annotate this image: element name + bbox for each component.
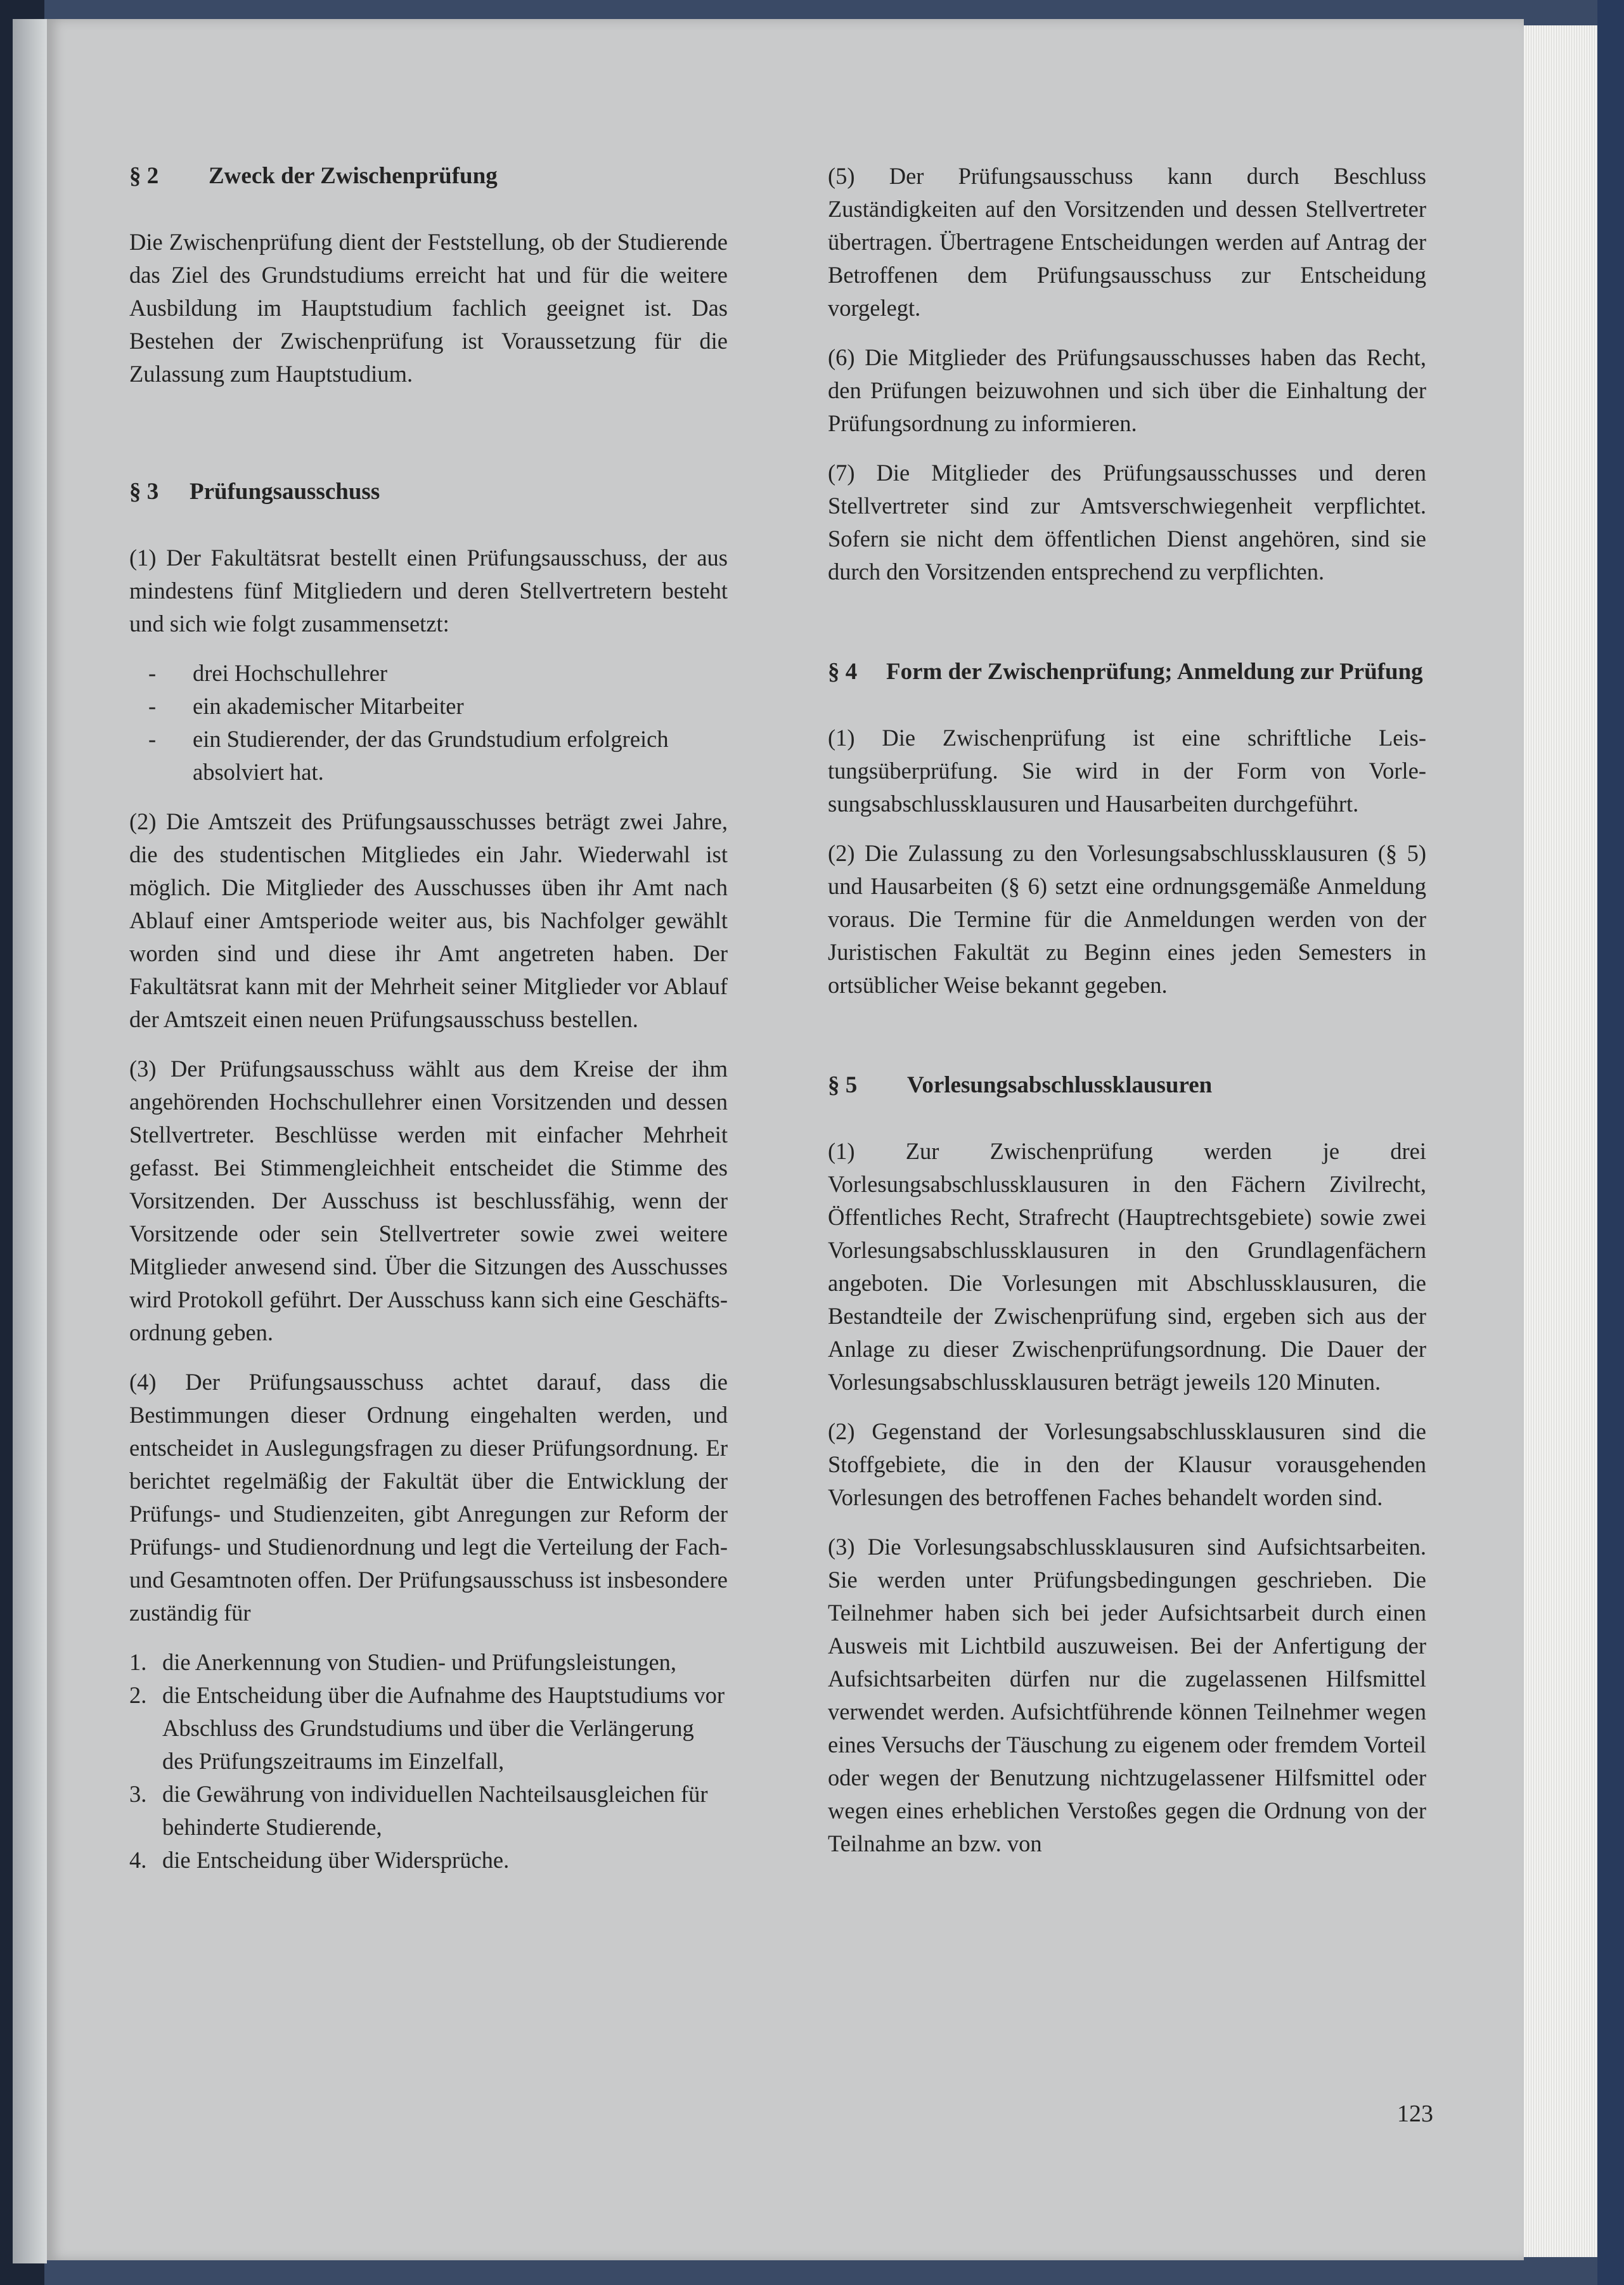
section-3-paragraph-7: (7) Die Mitglieder des Prüfungsausschusses und deren Stellvertreter sind zur Amtsverschwiegenheit verpflichtet. Sofern sie nicht dem öffentlichen Dienst angehören, sind sie durch den Vorsitzenden entsprechend zu verpflichten. [828, 460, 1426, 585]
right-column [828, 160, 1426, 1877]
list-item: 2. die Entscheidung über die Aufnahme des Hauptstudiums vor Abschluss des Grundstudiums und über die Verlängerung des Prüfungszeitraums im Einzelfall, [129, 1682, 725, 1774]
facing-page-edge [13, 19, 47, 2263]
section-4-paragraph-1: (1) Die Zwischenprüfung ist eine schriftliche Leistungsüberprüfung. Sie wird in der Form von Vorlesungsabschlussklausuren und Hausarbeiten durchgeführt. [828, 725, 1426, 817]
section-title: Prüfungsausschuss [190, 479, 380, 505]
section-heading-5 [828, 1069, 1426, 1102]
book-cover-edge [1597, 0, 1624, 2285]
section-number: § 3 [129, 479, 159, 505]
section-5-paragraph-3: (3) Die Vorlesungsabschlussklausuren sind Aufsichtsarbeiten. Sie werden unter Prüfungsbedingungen geschrieben. Die Teilnehmer haben sich bei jeder Aufsichtsarbeit durch einen Ausweis mit Lichtbild auszuweisen. Bei der Anfertigung der Aufsichtsarbeiten dürfen nur die zugelassenen Hilfsmittel verwendet werden. Aufsichtführende können Teilnehmer wegen eines Versuchs der Täuschung zu eigenem oder fremdem Vorteil oder wegen der Benutzung nichtzugelassener Hilfsmittel oder wegen eines erheblichen Verstoßes gegen die Ordnung von der Teilnahme an bzw. von [828, 1534, 1426, 1856]
section-3-paragraph-5: (5) Der Prüfungsausschuss kann durch Beschluss Zuständigkeiten auf den Vorsitzenden und dessen Stellvertreter übertragen. Übertragene Entscheidungen werden auf Antrag der Betroffenen dem Prüfungsausschuss zur Entscheidung vorgelegt. [828, 163, 1426, 321]
committee-members-list [129, 657, 728, 789]
section-number: § 2 [129, 163, 159, 189]
section-3-paragraph-6: (6) Die Mitglieder des Prüfungsausschusses haben das Recht, den Prüfungen beizuwohnen und sich über die Einhaltung der Prüfungsordnung zu informieren. [828, 344, 1426, 436]
section-3-paragraph-1: (1) Der Fakultätsrat bestellt einen Prüfungsausschuss, der aus mindestens fünf Mitgliedern und deren Stellvertretern besteht und sich wie folgt zusammensetzt: [129, 545, 728, 637]
section-heading-3 [129, 476, 728, 508]
page-number: 123 [1397, 2101, 1433, 2127]
section-title: Zweck der Zwischenprüfung [209, 163, 498, 189]
left-column [129, 160, 728, 1893]
section-3-paragraph-4: (4) Der Prüfungsausschuss achtet darauf, dass die Bestimmungen dieser Ordnung eingehalten werden, und entscheidet in Auslegungsfragen zu dieser Prüfungsordnung. Er berichtet regelmäßig der Fakultät über die Entwicklung der Prüfungs- und Studienzeiten, gibt Anregungen zur Reform der Prüfungs- und Studienordnung und legt die Verteilung der Fach- und Gesamtnoten offen. Der Prüfungsausschuss ist insbesondere zuständig für [129, 1369, 728, 1626]
list-item: 4. die Entscheidung über Widersprüche. [129, 1847, 510, 1873]
section-3-paragraph-2: (2) Die Amtszeit des Prüfungsausschusses beträgt zwei Jahre, die des studentischen Mitgliedes ein Jahr. Wiederwahl ist möglich. Die Mitglieder des Ausschusses üben ihr Amt nach Ablauf einer Amtsperiode weiter aus, bis Nachfolger gewählt worden sind und diese ihr Amt angetreten haben. Der Fakultätsrat kann mit der Mehrheit seiner Mitglieder vor Ablauf der Amtszeit einen neuen Prüfungsausschuss bestellen. [129, 808, 728, 1032]
book-page-edges [1521, 25, 1597, 2257]
list-item: - ein Studierender, der das Grundstudium erfolgreich absolviert hat. [148, 726, 669, 785]
document-page [47, 19, 1524, 2260]
section-number: § 5 [828, 1072, 858, 1098]
section-number: § 4 [828, 659, 858, 685]
committee-duties-list [129, 1646, 728, 1877]
list-item: 3. die Gewährung von individuellen Nachteilsausgleichen für behinderte Studierende, [129, 1781, 708, 1840]
list-item: - ein akademischer Mitarbeiter [148, 693, 464, 719]
section-5-paragraph-1: (1) Zur Zwischenprüfung werden je drei Vorlesungsabschlussklausuren in den Fächern Zivilrecht, Öffentliches Recht, Strafrecht (Hauptrechtsgebiete) sowie zwei Vorlesungsabschlussklausuren in den Grundlagenfächern angeboten. Die Vorlesungen mit Abschlussklausuren, die Bestandteile der Zwischenprüfung sind, ergeben sich aus der Anlage zu dieser Zwischenprüfungsordnung. Die Dauer der Vorlesungsabschlussklausuren beträgt jeweils 120 Minuten. [828, 1138, 1426, 1395]
section-title: Vorlesungsabschlussklausuren [907, 1072, 1213, 1098]
section-3-paragraph-3: (3) Der Prüfungsausschuss wählt aus dem Kreise der ihm angehörenden Hochschullehrer einen Vorsitzenden und dessen Stellvertreter. Beschlüsse werden mit einfacher Mehrheit gefasst. Bei Stimmengleichheit entscheidet die Stimme des Vorsitzenden. Der Ausschuss ist beschlussfähig, wenn der Vorsitzende oder sein Stellvertreter sowie zwei weitere Mitglieder anwesend sind. Über die Sitzungen des Ausschusses wird Protokoll geführt. Der Ausschuss kann sich eine Geschäftsordnung geben. [129, 1056, 728, 1345]
list-item: - drei Hochschullehrer [148, 660, 388, 686]
section-heading-4 [828, 656, 1426, 689]
list-item: 1. die Anerkennung von Studien- und Prüfungsleistungen, [129, 1649, 677, 1675]
section-heading-2 [129, 160, 728, 193]
section-2-paragraph: Die Zwischenprüfung dient der Feststellung, ob der Studierende das Ziel des Grundstudiums erreicht hat und für die weitere Ausbildung im Hauptstudium fachlich geeignet ist. Das Bestehen der Zwischenprüfung ist Voraussetzung für die Zulassung zum Hauptstudium. [129, 229, 728, 387]
section-4-paragraph-2: (2) Die Zulassung zu den Vorlesungsabschlussklausuren (§ 5) und Hausarbeiten (§ 6) setzt eine ordnungsgemäße Anmeldung voraus. Die Termine für die Anmeldungen werden von der Juristischen Fakultät zu Beginn eines jeden Semesters in ortsüblicher Weise bekannt gegeben. [828, 840, 1426, 998]
section-5-paragraph-2: (2) Gegenstand der Vorlesungsabschlussklausuren sind die Stoffgebiete, die in den der Klausur vorausgehenden Vorlesungen des betroffenen Faches behandelt worden sind. [828, 1418, 1426, 1510]
section-title: Form der Zwischenprüfung; Anmeldung zur Prüfung [886, 659, 1423, 685]
